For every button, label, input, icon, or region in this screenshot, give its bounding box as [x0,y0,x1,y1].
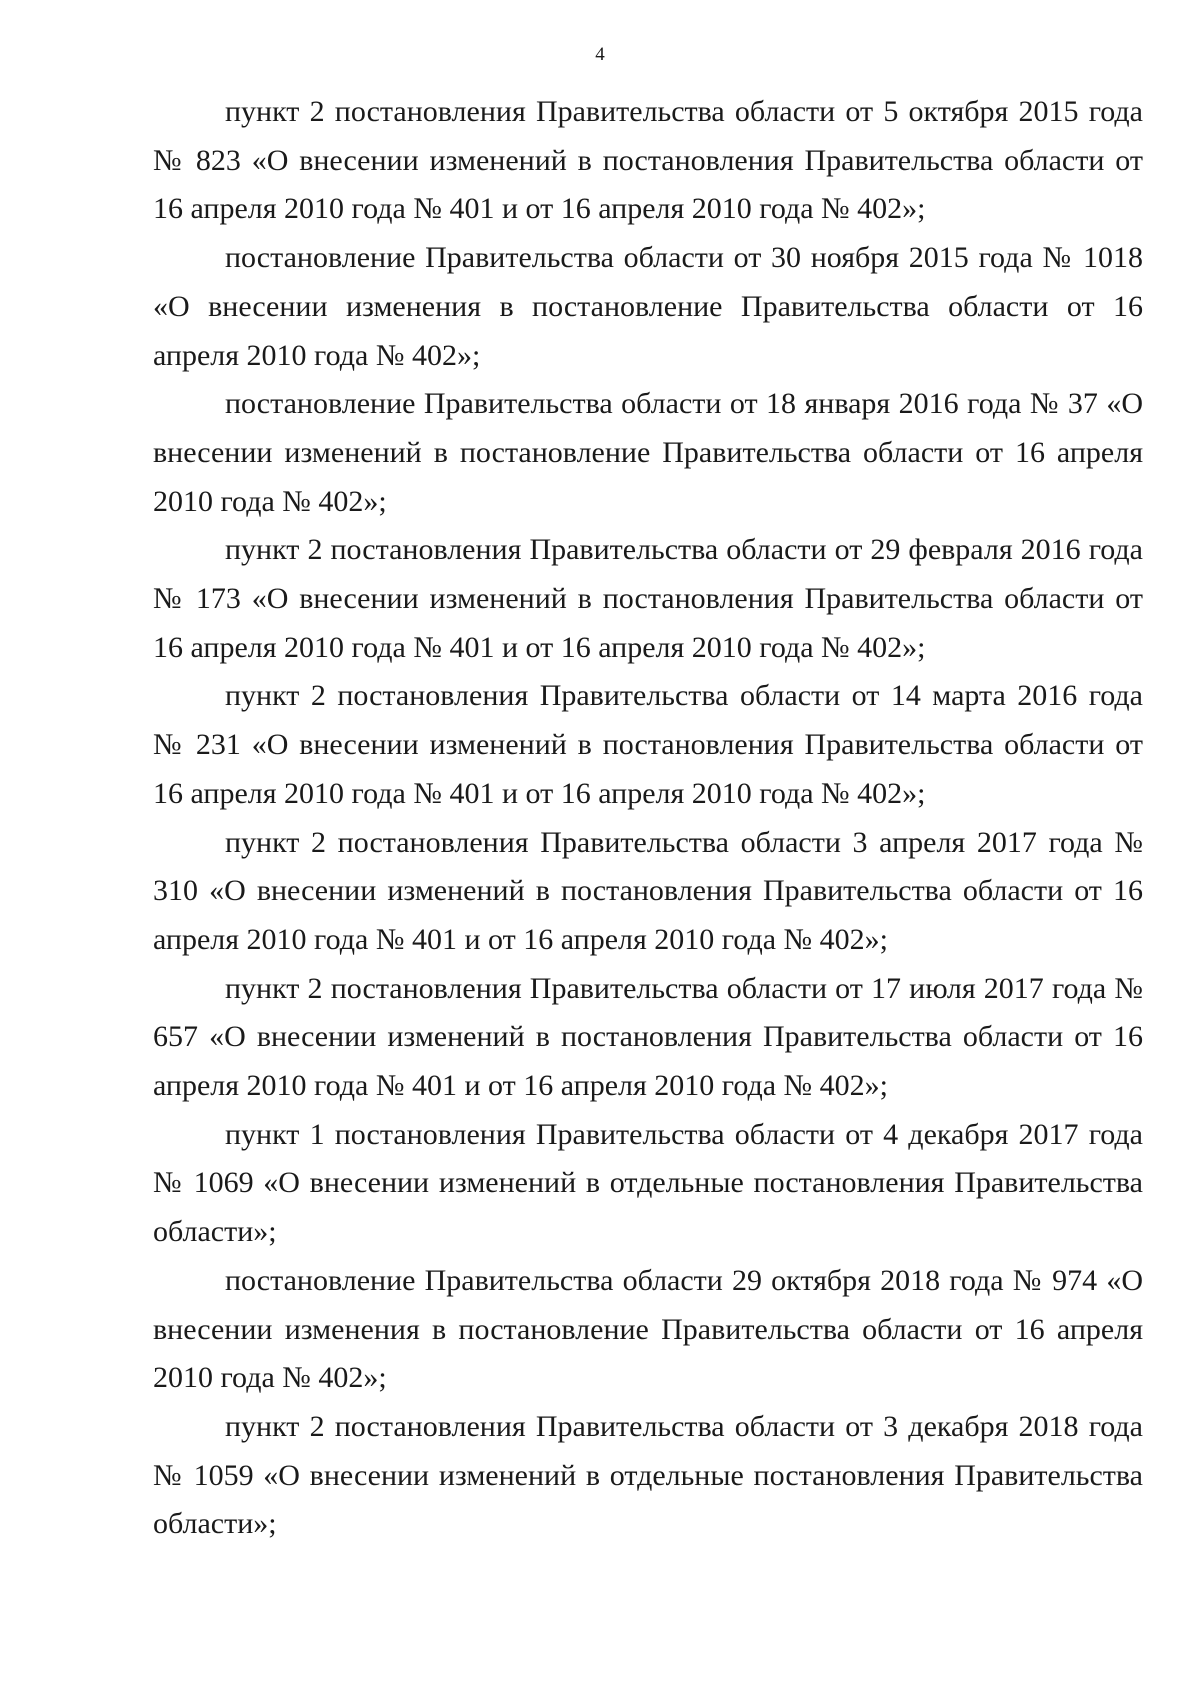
paragraph: постановление Правительства области 29 октября 2018 года № 974 «О внесении изменения в постановление Правительства области от 16 апреля 2010 года № 402»; [153,1263,1143,1395]
paragraph: постановление Правительства области от 18 января 2016 года № 37 «О внесении изменений в постановление Правительства области от 16 апреля 2010 года № 402»; [153,387,1143,518]
paragraph: пункт 2 постановления Правительства области от 3 декабря 2018 года № 1059 «О внесении изменений в отдельные постановления Правительства области»; [153,1409,1143,1541]
paragraph: пункт 2 постановления Правительства области от 29 февраля 2016 года № 173 «О внесении изменений в постановления Правительства области от 16 апреля 2010 года № 401 и от 16 апреля 2010 года № 402»; [153,533,1143,664]
paragraph: пункт 2 постановления Правительства области от 5 октября 2015 года № 823 «О внесении изменений в постановления Правительства области от 16 апреля 2010 года № 401 и от 16 апреля 2010 года № 402»; [153,95,1143,226]
page-number: 4 [595,44,605,65]
paragraph: пункт 2 постановления Правительства области от 14 марта 2016 года № 231 «О внесении изменений в постановления Правительства области от 16 апреля 2010 года № 401 и от 16 апреля 2010 года № 402»; [153,679,1143,810]
paragraph: пункт 2 постановления Правительства области 3 апреля 2017 года № 310 «О внесении изменений в постановления Правительства области от 16 апреля 2010 года № 401 и от 16 апреля 2010 года № 402»; [153,825,1143,956]
paragraph: постановление Правительства области от 30 ноября 2015 года № 1018 «О внесении изменения в постановление Правительства области от 16 апреля 2010 года № 402»; [153,241,1143,372]
document-body [153,88,1143,1549]
paragraph: пункт 2 постановления Правительства области от 17 июля 2017 года № 657 «О внесении изменений в постановления Правительства области от 16 апреля 2010 года № 401 и от 16 апреля 2010 года № 402»; [153,971,1143,1103]
paragraph: пункт 1 постановления Правительства области от 4 декабря 2017 года № 1069 «О внесении изменений в отдельные постановления Правительства области»; [153,1117,1143,1249]
